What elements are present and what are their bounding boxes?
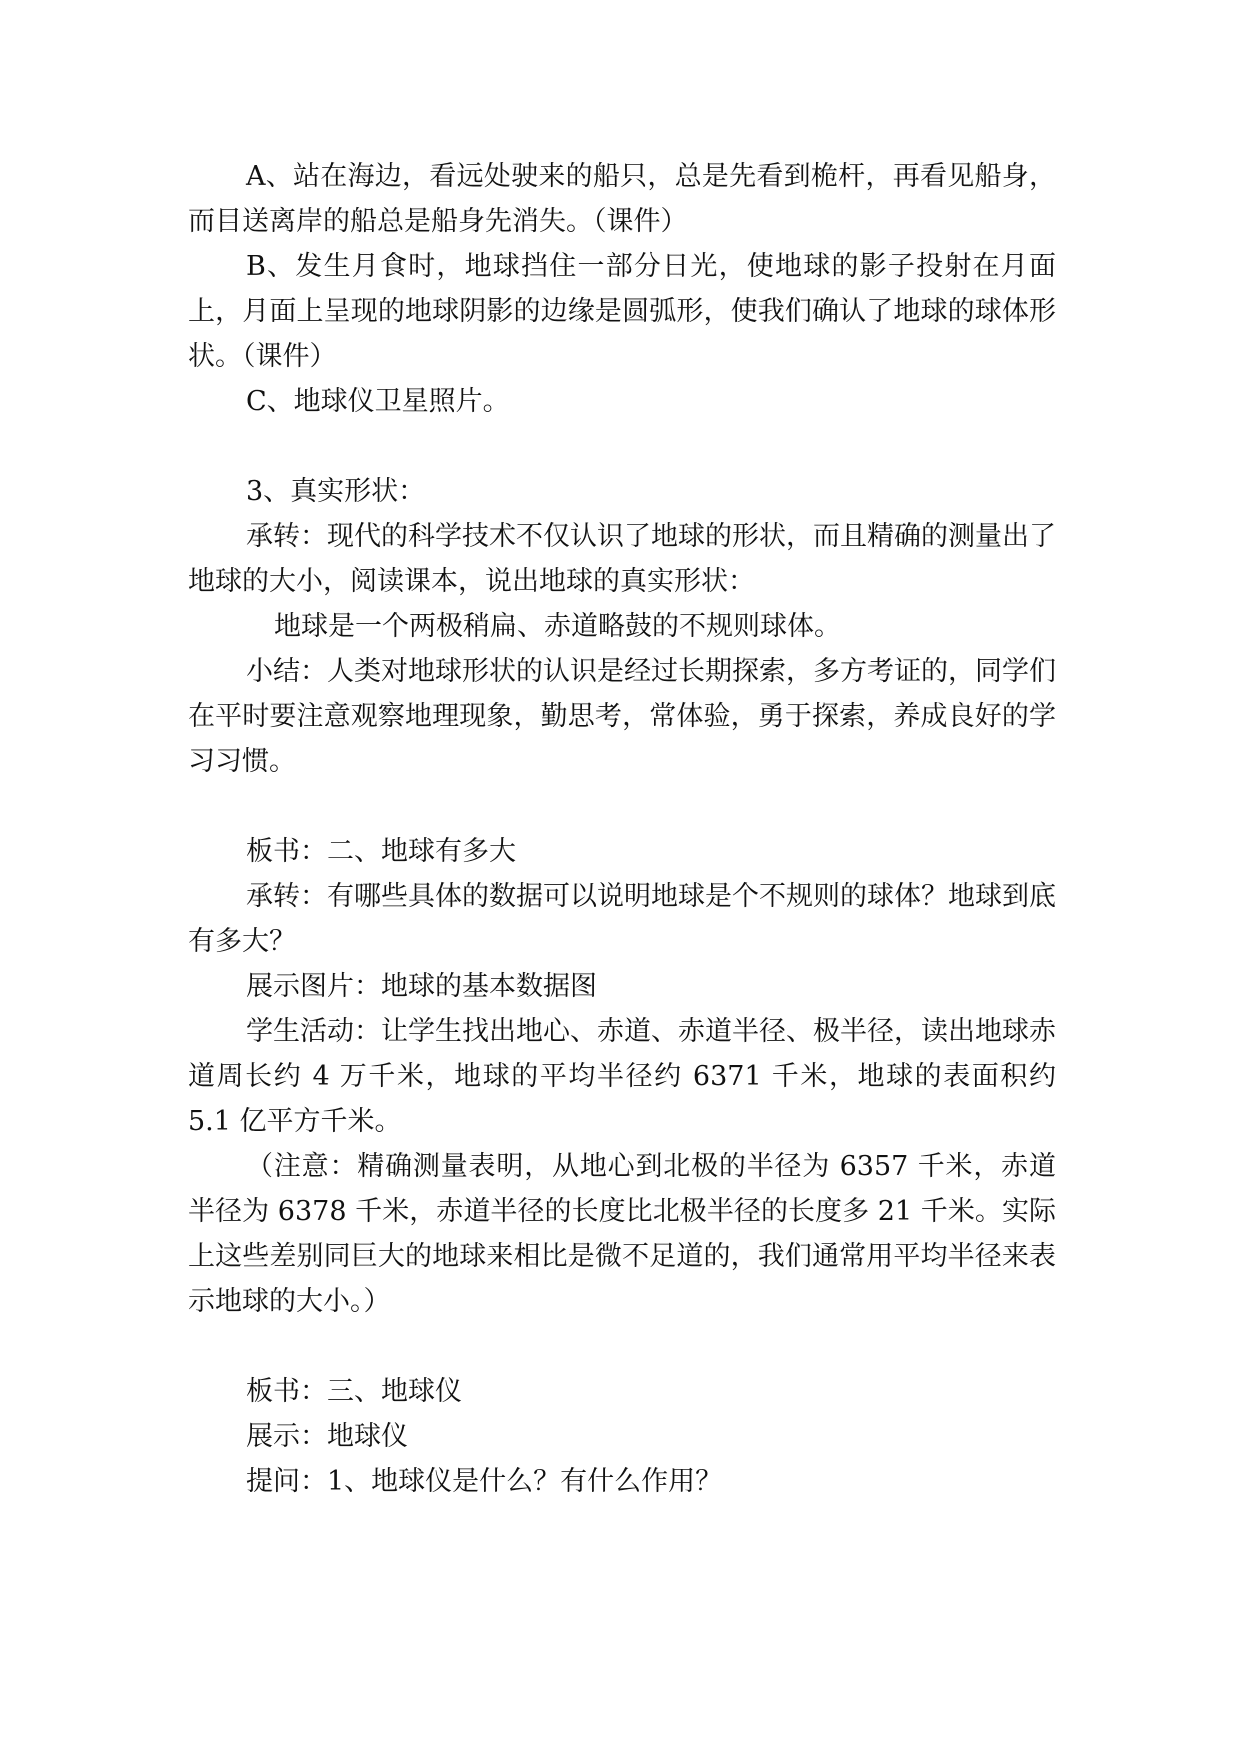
heading-board-earth-size: 板书：二、地球有多大 (246, 836, 516, 867)
spacer (188, 1324, 1056, 1369)
paragraph-student-activity: 学生活动：让学生找出地心、赤道、赤道半径、极半径，读出地球赤道周长约 4 万千米，地球的平均半径约 6371 千米，地球的表面积约 5.1 亿平方千米。 (188, 1016, 1056, 1137)
paragraph-earth-shape-definition: 地球是一个两极稍扁、赤道略鼓的不规则球体。 (274, 611, 841, 642)
paragraph-lunar-eclipse-evidence: B、发生月食时，地球挡住一部分日光，使地球的影子投射在月面上，月面上呈现的地球阴影的边缘是圆弧形，使我们确认了地球的球体形状。（课件） (188, 251, 1056, 372)
heading-true-shape: 3、真实形状： (246, 476, 426, 507)
paragraph-question-globe: 提问：1、地球仪是什么？有什么作用？ (246, 1466, 723, 1497)
paragraph-show-picture: 展示图片：地球的基本数据图 (246, 971, 597, 1002)
paragraph-satellite-photo: C、地球仪卫星照片。 (246, 386, 510, 417)
document-body (188, 154, 1056, 1504)
paragraph-note-measurement: （注意：精确测量表明，从地心到北极的半径为 6357 千米，赤道半径为 6378 千米，赤道半径的长度比北极半径的长度多 21 千米。实际上这些差别同巨大的地球来相比是微不足道的，我们通常用平均半径来表示地球的大小。） (188, 1151, 1056, 1317)
spacer (188, 784, 1056, 829)
paragraph-summary: 小结：人类对地球形状的认识是经过长期探索，多方考证的，同学们在平时要注意观察地理现象，勤思考，常体验，勇于探索，养成良好的学习习惯。 (188, 656, 1056, 777)
paragraph-transition-shape: 承转：现代的科学技术不仅认识了地球的形状，而且精确的测量出了地球的大小，阅读课本，说出地球的真实形状： (188, 521, 1056, 597)
paragraph-show-globe: 展示：地球仪 (246, 1421, 408, 1452)
paragraph-transition-size: 承转：有哪些具体的数据可以说明地球是个不规则的球体？地球到底有多大？ (188, 881, 1056, 957)
spacer (188, 424, 1056, 469)
paragraph-ship-evidence: A、站在海边，看远处驶来的船只，总是先看到桅杆，再看见船身，而目送离岸的船总是船身先消失。（课件） (188, 161, 1056, 237)
heading-board-globe: 板书：三、地球仪 (246, 1376, 462, 1407)
